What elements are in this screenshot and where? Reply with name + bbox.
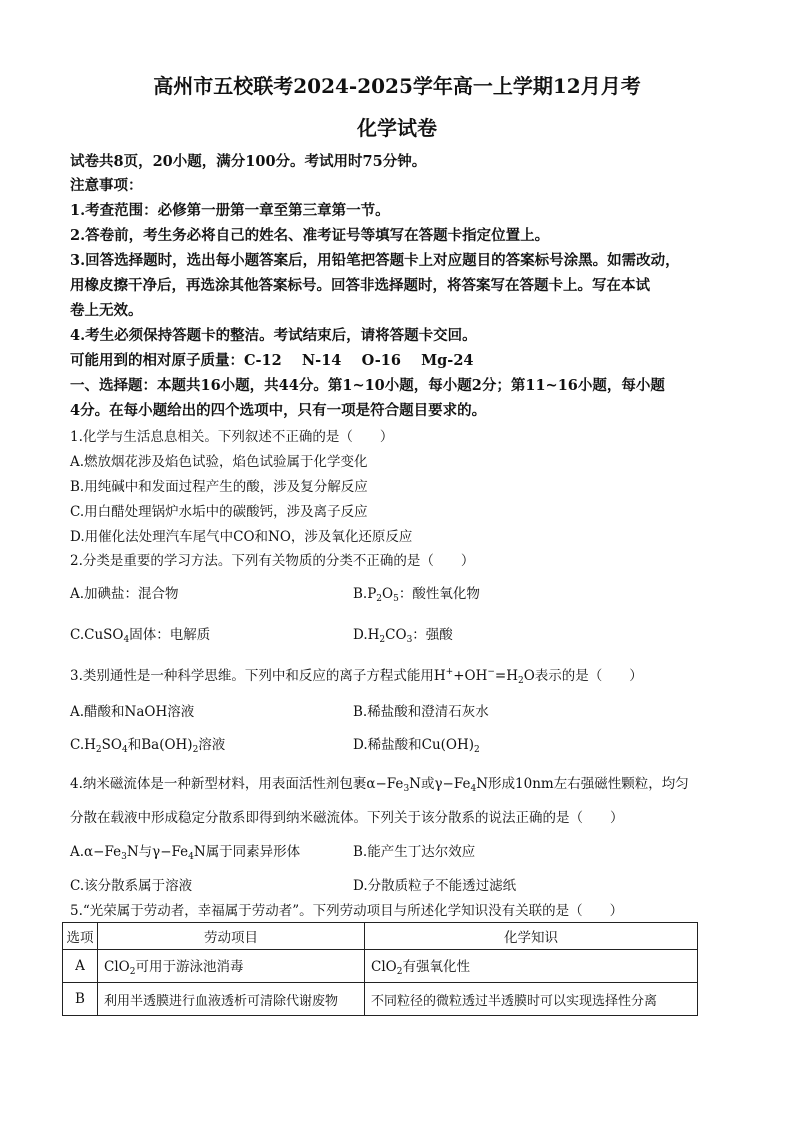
header-labor: 劳动项目 xyxy=(98,923,365,950)
header-option: 选项 xyxy=(63,923,98,950)
atomic-mass-line xyxy=(70,349,474,370)
row-labor: ClO$_2$可用于游泳池消毒 xyxy=(98,950,365,983)
notes-label: 注意事项： xyxy=(70,177,143,194)
q1-stem: 1.化学与生活息息相关。下列叙述不正确的是（ ） xyxy=(70,429,394,445)
exam-subtitle: 化学试卷 xyxy=(357,116,437,140)
atomic-mass-values: C-12 N-14 O-16 Mg-24 xyxy=(244,352,474,369)
q4-stem-line-2: 分散在载液中形成稳定分散系即得到纳米磁流体。下列关于该分散系的说法正确的是（ ） xyxy=(70,810,624,826)
q4-option-a: $A.\alpha-Fe_3N$与$\gamma-Fe_4N$属于同素异形体 xyxy=(70,844,301,862)
section-1-line-1: 一、选择题：本题共16小题，共44分。第1~10小题，每小题2分；第11~16小题，每小题 xyxy=(70,377,665,394)
note-3-line-2: 用橡皮擦干净后，再选涂其他答案标号。回答非选择题时，将答案写在答题卡上。写在本试 xyxy=(70,277,650,294)
q4-option-c: C.该分散系属于溶液 xyxy=(70,878,193,894)
table-row xyxy=(63,983,698,1016)
q1-option-a: A.燃放烟花涉及焰色试验，焰色试验属于化学变化 xyxy=(70,454,368,470)
note-2: 2.答卷前，考生务必将自己的姓名、准考证号等填写在答题卡指定位置上。 xyxy=(70,227,550,244)
q2-option-a: A.加碘盐：混合物 xyxy=(70,586,179,602)
header-knowledge: 化学知识 xyxy=(365,923,698,950)
q3-option-c: $C.H_2SO_4$和$Ba(OH)_2$溶液 xyxy=(70,737,226,755)
atomic-mass-label: 可能用到的相对原子质量： xyxy=(70,352,244,369)
table-row xyxy=(63,950,698,983)
q4-stem-line-1: 4.纳米磁流体是一种新型材料，用表面活性剂包裹$\alpha-Fe_3N$或$\gamma-Fe_4N$形成10nm左右强磁性颗粒，均匀 xyxy=(70,776,689,794)
q1-option-b: B.用纯碱中和发面过程产生的酸，涉及复分解反应 xyxy=(70,479,368,495)
note-3-line-1: 3.回答选择题时，选出每小题答案后，用铅笔把答题卡上对应题目的答案标号涂黑。如需改动， xyxy=(70,252,680,269)
q1-option-c: C.用白醋处理锅炉水垢中的碳酸钙，涉及离子反应 xyxy=(70,504,368,520)
q3-option-b: B.稀盐酸和澄清石灰水 xyxy=(353,704,489,720)
section-1-line-2: 4分。在每小题给出的四个选项中，只有一项是符合题目要求的。 xyxy=(70,402,487,419)
q2-option-c: C.CuSO$_4$固体：电解质 xyxy=(70,627,211,645)
q5-table xyxy=(62,922,698,1016)
q4-option-b: B.能产生丁达尔效应 xyxy=(353,844,476,860)
q2-option-d: $D.H_2CO_3$：强酸 xyxy=(353,627,453,645)
q3-stem: 3.类别通性是一种科学思维。下列中和反应的离子方程式能用$H^++OH^-=H_2O$表示的是（ ） xyxy=(70,667,643,686)
row-labor: 利用半透膜进行血液透析可清除代谢废物 xyxy=(98,983,365,1016)
row-option: B xyxy=(63,983,98,1016)
row-option: A xyxy=(63,950,98,983)
note-1: 1.考查范围：必修第一册第一章至第三章第一节。 xyxy=(70,202,390,219)
q5-stem: 5.“光荣属于劳动者，幸福属于劳动者”。下列劳动项目与所述化学知识没有关联的是（ ） xyxy=(70,903,624,919)
note-3-line-3: 卷上无效。 xyxy=(70,302,143,319)
q2-option-b: $B.P_2O_5$：酸性氧化物 xyxy=(353,586,480,604)
q2-stem: 2.分类是重要的学习方法。下列有关物质的分类不正确的是（ ） xyxy=(70,553,475,569)
table-header-row xyxy=(63,923,698,950)
exam-title: 高州市五校联考2024-2025学年高一上学期12月月考 xyxy=(153,74,641,98)
q1-option-d: D.用催化法处理汽车尾气中CO和NO，涉及氧化还原反应 xyxy=(70,529,413,545)
q4-option-d: D.分散质粒子不能透过滤纸 xyxy=(353,878,517,894)
exam-summary: 试卷共8页，20小题，满分100分。考试用时75分钟。 xyxy=(70,153,427,170)
row-knowledge: 不同粒径的微粒透过半透膜时可以实现选择性分离 xyxy=(365,983,698,1016)
note-4: 4.考生必须保持答题卡的整洁。考试结束后，请将答题卡交回。 xyxy=(70,327,477,344)
row-knowledge: ClO$_2$有强氧化性 xyxy=(365,950,698,983)
q3-option-d: D.稀盐酸和$Cu(OH)_2$ xyxy=(353,737,480,755)
q3-option-a: A.醋酸和NaOH溶液 xyxy=(70,704,195,720)
